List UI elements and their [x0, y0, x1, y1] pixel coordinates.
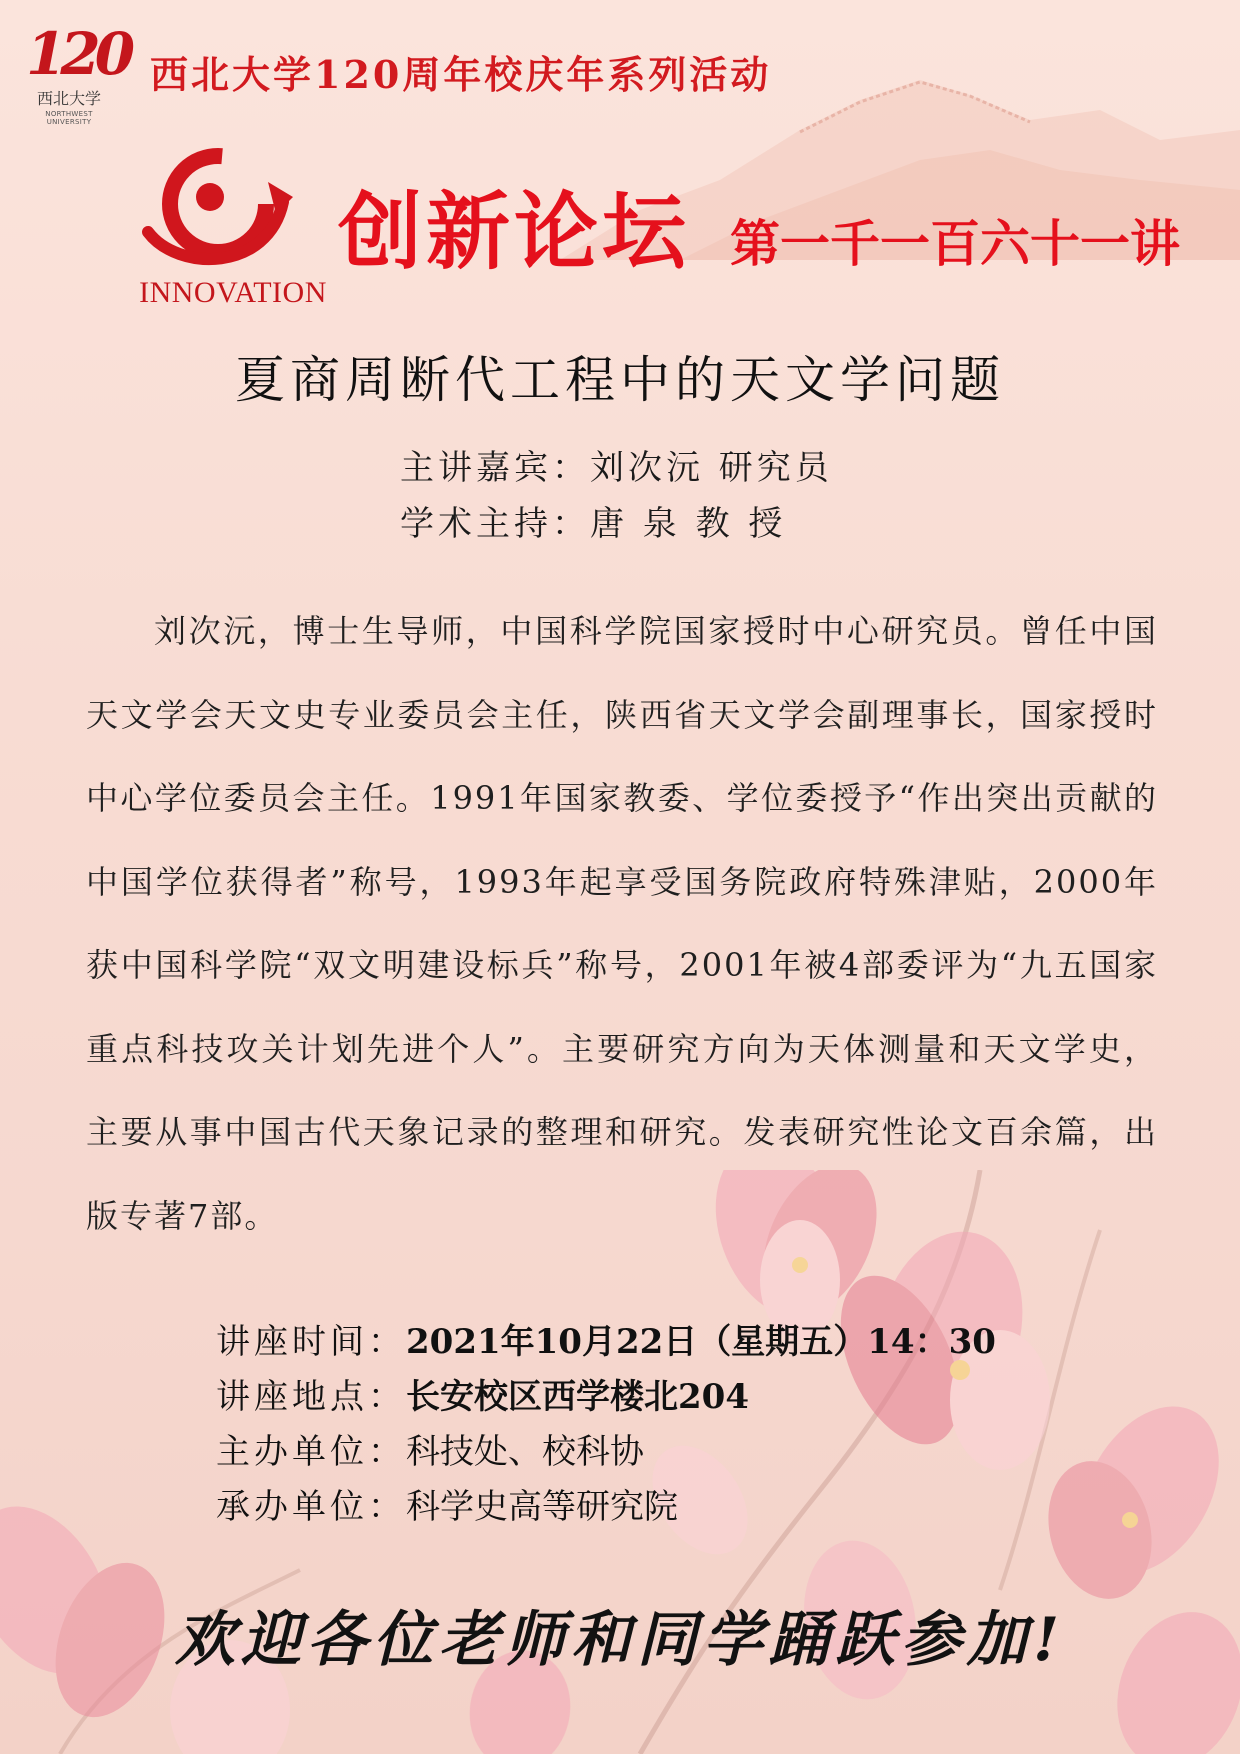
forum-title: 创新论坛	[338, 182, 691, 281]
welcome-message: 欢迎各位老师和同学踊跃参加!	[174, 1605, 1066, 1675]
series-title: 西北大学120周年校庆年系列活动	[150, 52, 772, 97]
info-label-place: 讲座地点：	[216, 1377, 406, 1417]
info-value-organizer: 科技处、校科协	[406, 1432, 644, 1472]
info-row-place	[216, 1370, 996, 1425]
anniversary-school-name: 西北大学	[36, 89, 101, 108]
speaker-bio: 刘次沅，博士生导师，中国科学院国家授时中心研究员。曾任中国天文学会天文史专业委员会主任，陕西省天文学会副理事长，国家授时中心学位委员会主任。1991年国家教委、学位委授予“作出突出贡献的中国学位获得者”称号，1993年起享受国务院政府特殊津贴，2000年获中国科学院“双文明建设标兵”称号，2001年被4部委评为“九五国家重点科技攻关计划先进个人”。主要研究方向为天体测量和天文学史，主要从事中国古代天象记录的整理和研究。发表研究性论文百余篇，出版专著7部。	[86, 612, 1158, 1235]
talk-title: 夏商周断代工程中的天文学问题	[235, 351, 1005, 409]
info-value-place: 长安校区西学楼北204	[406, 1377, 749, 1417]
info-value-time: 2021年10月22日（星期五）14：30	[406, 1322, 996, 1362]
info-value-host-unit: 科学史高等研究院	[406, 1487, 678, 1527]
info-row-time	[216, 1315, 996, 1370]
anniversary-120-logo	[26, 20, 130, 126]
speaker-line: 主讲嘉宾：刘次沅 研究员	[400, 448, 833, 488]
lecture-info	[216, 1315, 996, 1535]
info-row-host-unit	[216, 1480, 996, 1535]
info-row-organizer	[216, 1425, 996, 1480]
info-label-host-unit: 承办单位：	[216, 1487, 406, 1527]
lecture-number: 第一千一百六十一讲	[730, 214, 1180, 273]
innovation-logo-word: INNOVATION	[139, 276, 327, 309]
innovation-logo	[118, 142, 348, 312]
innovation-swirl-icon	[118, 142, 348, 272]
anniversary-english-name: NORTHWEST UNIVERSITY	[45, 110, 93, 126]
anniversary-number: 120	[26, 20, 130, 88]
info-label-time: 讲座时间：	[216, 1322, 406, 1362]
moderator-line: 学术主持：唐 泉 教 授	[400, 504, 787, 544]
info-label-organizer: 主办单位：	[216, 1432, 406, 1472]
